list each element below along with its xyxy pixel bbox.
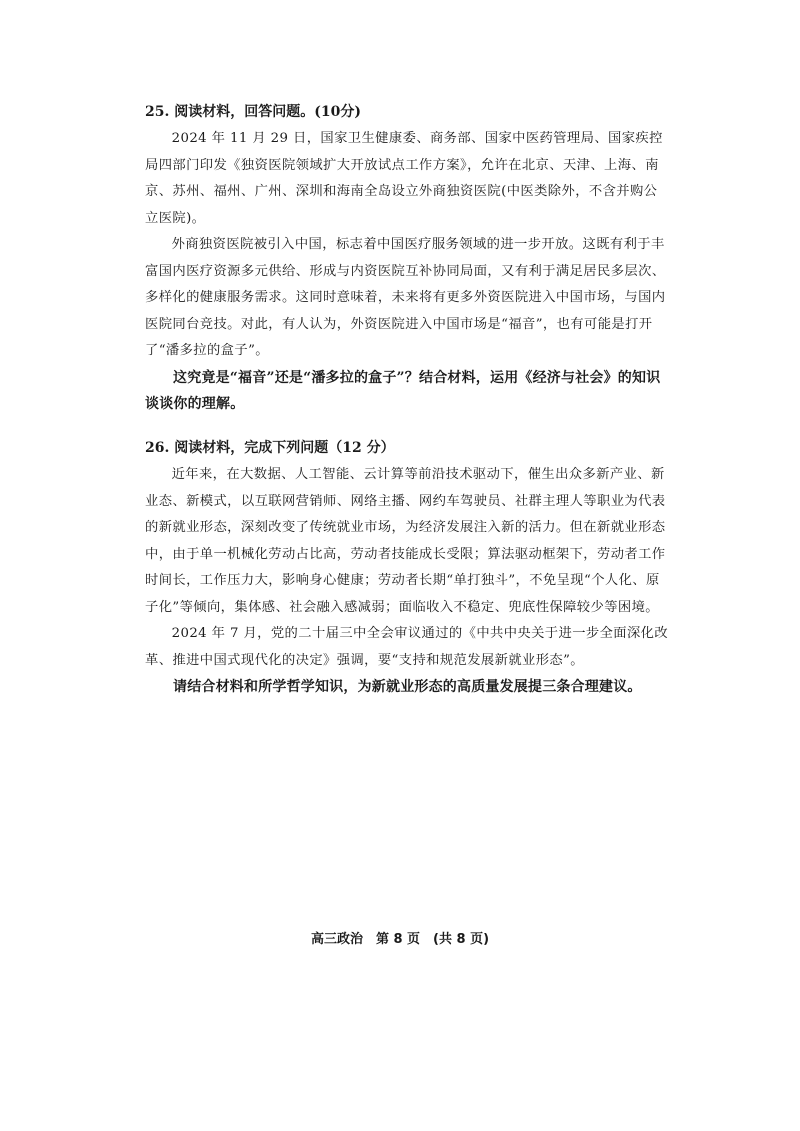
question-25-prompt: 这究竟是“福音”还是“潘多拉的盒子”？结合材料，运用《经济与社会》的知识谈谈你的理解。	[145, 369, 661, 412]
page-footer: 高三政治 第 8 页 (共 8 页)	[310, 932, 490, 947]
question-26	[145, 438, 670, 701]
question-26-material-paragraph-2: 2024 年 7 月，党的二十届三中全会审议通过的《中共中央关于进一步全面深化改革、推进中国式现代化的决定》强调，要“支持和规范发展新就业形态”。	[145, 626, 669, 668]
question-25-material-paragraph-1: 2024 年 11 月 29 日，国家卫生健康委、商务部、国家中医药管理局、国家疾控局四部门印发《独资医院领域扩大开放试点工作方案》，允许在北京、天津、上海、南京、苏州、福州、广州、深圳和海南全岛设立外商独资医院(中医类除外，不含并购公立医院)。	[145, 131, 663, 226]
question-26-prompt: 请结合材料和所学哲学知识，为新就业形态的高质量发展提三条合理建议。	[173, 679, 642, 695]
question-25-material-paragraph-2: 外商独资医院被引入中国，标志着中国医疗服务领域的进一步开放。这既有利于丰富国内医疗资源多元供给、形成与内资医院互补协同局面，又有利于满足居民多层次、多样化的健康服务需求。这同时意味着，未来将有更多外资医院进入中国市场，与国内医院同台竞技。对此，有人认为，外资医院进入中国市场是“福音”，也有可能是打开了“潘多拉的盒子”。	[145, 237, 666, 358]
question-25	[145, 102, 670, 418]
question-26-material-paragraph-1: 近年来，在大数据、人工智能、云计算等前沿技术驱动下，催生出众多新产业、新业态、新模式，以互联网营销师、网络主播、网约车驾驶员、社群主理人等职业为代表的新就业形态，深刻改变了传统就业市场，为经济发展注入新的活力。但在新就业形态中，由于单一机械化劳动占比高，劳动者技能成长受限；算法驱动框架下，劳动者工作时间长，工作压力大，影响身心健康；劳动者长期“单打独斗”，不免呈现“个人化、原子化”等倾向，集体感、社会融入感减弱；面临收入不稳定、兜底性保障较少等困境。	[145, 467, 666, 615]
question-25-heading: 25. 阅读材料，回答问题。(10分)	[145, 104, 361, 120]
question-26-heading: 26. 阅读材料，完成下列问题（12 分）	[145, 440, 395, 456]
